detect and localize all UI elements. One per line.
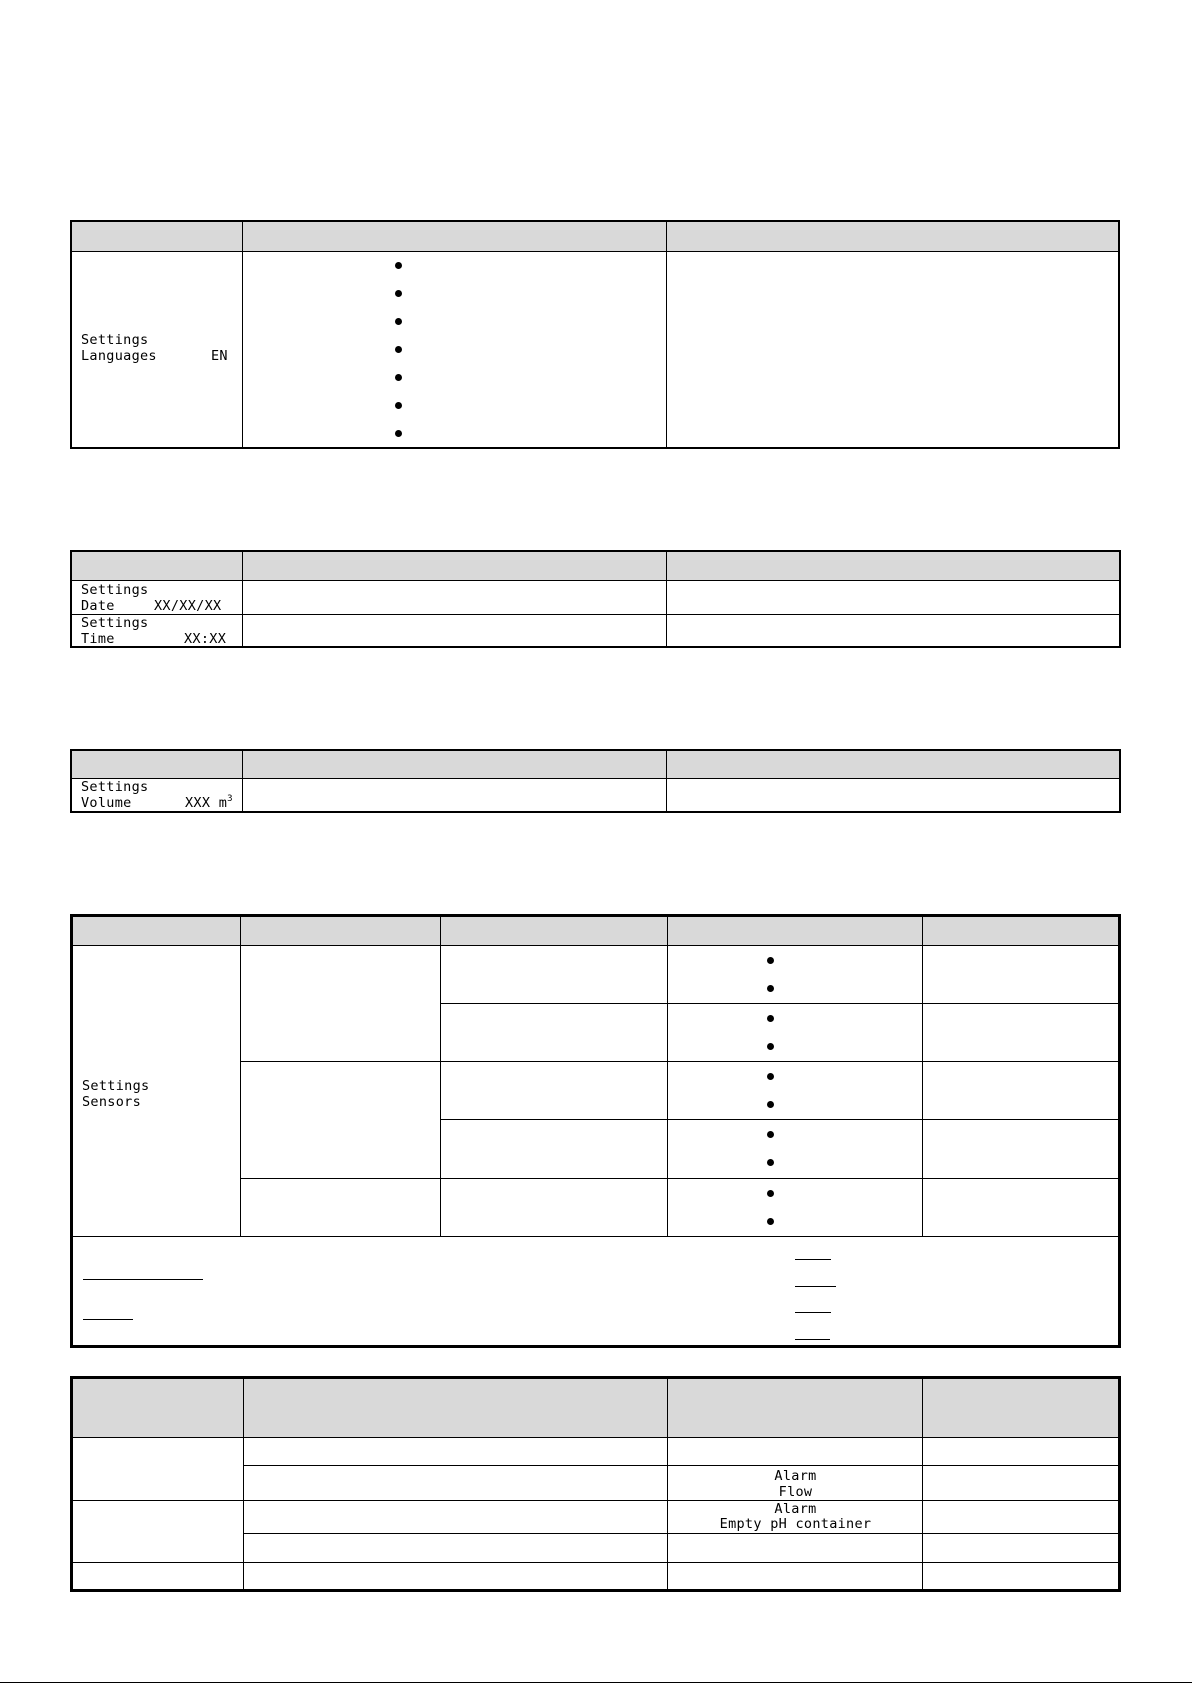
- display-cell: [72, 252, 243, 447]
- lcd-line-1: Settings: [81, 779, 149, 795]
- page-bottom-rule: [0, 1682, 1192, 1683]
- sensor-default-cell: [923, 946, 1118, 1004]
- bullet: [395, 318, 402, 325]
- alarms-table: [70, 1376, 1121, 1592]
- sensor-default-cell: [923, 1062, 1118, 1120]
- sensor-options-cell: [668, 1179, 923, 1237]
- lcd-line-1: Settings: [81, 332, 149, 348]
- alarm-description-cell: [244, 1438, 668, 1466]
- lcd-line-2-label: Date: [81, 598, 115, 614]
- header-cell: [923, 917, 1118, 946]
- date-options-cell: [243, 581, 667, 615]
- lcd-line-2-label: Time: [81, 631, 115, 647]
- languages-table: [70, 220, 1120, 449]
- lcd-line-1: Settings: [82, 1078, 150, 1094]
- alarm-group-cell: [73, 1438, 244, 1501]
- sensor-param-cell: [441, 1062, 668, 1120]
- alarm-description-cell: [244, 1501, 668, 1534]
- lcd-line-1: Alarm: [774, 1501, 817, 1517]
- lcd-line-2-label: Languages: [81, 348, 157, 364]
- volume-display-cell: [72, 779, 243, 811]
- sensor-param-cell: [441, 946, 668, 1004]
- lcd-line-2: Sensors: [82, 1094, 141, 1110]
- bullet: [767, 1159, 774, 1166]
- sensors-display-cell: [73, 946, 241, 1237]
- sensor-default-cell: [923, 1179, 1118, 1237]
- header-cell: [73, 917, 241, 946]
- header-cell: [244, 1379, 668, 1438]
- alarm-display-cell: [668, 1501, 923, 1534]
- bullet: [767, 1218, 774, 1225]
- header-cell: [73, 1379, 244, 1438]
- bullet: [395, 374, 402, 381]
- alarm-group-cell: [73, 1563, 244, 1589]
- sensor-param-cell: [441, 1179, 668, 1237]
- options-cell: [243, 252, 667, 447]
- alarm-action-cell: [923, 1438, 1118, 1466]
- lcd-line-2-value: [185, 795, 233, 811]
- lcd-line-1: Settings: [81, 582, 149, 598]
- bullet: [767, 1015, 774, 1022]
- bullet: [395, 402, 402, 409]
- underline-mark: [83, 1319, 133, 1320]
- date-description-cell: [667, 581, 1119, 615]
- header-cell: [667, 552, 1119, 581]
- description-cell: [667, 252, 1118, 447]
- lcd-line-2: Empty pH container: [719, 1516, 872, 1532]
- bullet: [767, 1131, 774, 1138]
- header-cell: [668, 1379, 923, 1438]
- header-cell: [72, 552, 243, 581]
- bullet: [395, 290, 402, 297]
- bullet: [767, 1043, 774, 1050]
- header-cell: [243, 222, 667, 252]
- bullet: [767, 1190, 774, 1197]
- sensors-table: [70, 914, 1121, 1348]
- header-cell: [241, 917, 441, 946]
- bullet: [395, 346, 402, 353]
- sensor-options-cell: [668, 1120, 923, 1179]
- sensor-options-cell: [668, 1004, 923, 1062]
- header-cell: [243, 552, 667, 581]
- sensors-footnote-cell: [73, 1237, 1118, 1345]
- header-cell: [668, 917, 923, 946]
- sensor-options-cell: [668, 946, 923, 1004]
- alarm-description-cell: [244, 1534, 668, 1563]
- bullet: [767, 985, 774, 992]
- header-cell: [667, 751, 1119, 779]
- sensor-param-cell: [441, 1120, 668, 1179]
- alarm-display-cell: [668, 1563, 923, 1589]
- bullet: [395, 430, 402, 437]
- underline-mark: [795, 1259, 831, 1260]
- alarm-action-cell: [923, 1534, 1118, 1563]
- volume-unit-superscript: 3: [227, 794, 233, 804]
- underline-mark: [795, 1339, 830, 1340]
- volume-table: [70, 749, 1121, 813]
- sensor-options-cell: [668, 1062, 923, 1120]
- sensor-group-cell: [241, 1179, 441, 1237]
- header-cell: [72, 222, 243, 252]
- sensor-default-cell: [923, 1004, 1118, 1062]
- lcd-line-1: Settings: [81, 615, 149, 631]
- header-cell: [441, 917, 668, 946]
- header-cell: [923, 1379, 1118, 1438]
- lcd-line-2: Flow: [778, 1484, 813, 1500]
- sensor-group-cell: [241, 1062, 441, 1179]
- bullet: [395, 262, 402, 269]
- time-description-cell: [667, 615, 1119, 646]
- time-options-cell: [243, 615, 667, 646]
- lcd-line-2-value: EN: [211, 348, 228, 364]
- sensor-group-cell: [241, 946, 441, 1062]
- volume-value: XXX m: [185, 795, 228, 811]
- alarm-description-cell: [244, 1466, 668, 1501]
- sensor-param-cell: [441, 1004, 668, 1062]
- underline-mark: [83, 1279, 203, 1280]
- bullet: [767, 1073, 774, 1080]
- time-display-cell: [72, 615, 243, 646]
- alarm-action-cell: [923, 1466, 1118, 1501]
- alarm-description-cell: [244, 1563, 668, 1589]
- header-cell: [667, 222, 1118, 252]
- alarm-display-cell: [668, 1534, 923, 1563]
- date-display-cell: [72, 581, 243, 615]
- bullet: [767, 957, 774, 964]
- header-cell: [72, 751, 243, 779]
- volume-description-cell: [667, 779, 1119, 811]
- header-cell: [243, 751, 667, 779]
- alarm-action-cell: [923, 1501, 1118, 1534]
- lcd-line-2-value: XX/XX/XX: [154, 598, 222, 614]
- underline-mark: [795, 1312, 831, 1313]
- alarm-action-cell: [923, 1563, 1118, 1589]
- lcd-line-1: Alarm: [774, 1468, 817, 1484]
- alarm-group-cell: [73, 1501, 244, 1563]
- lcd-line-2-label: Volume: [81, 795, 132, 811]
- lcd-line-2-value: XX:XX: [184, 631, 227, 647]
- sensor-default-cell: [923, 1120, 1118, 1179]
- volume-options-cell: [243, 779, 667, 811]
- underline-mark: [795, 1286, 836, 1287]
- datetime-table: [70, 550, 1121, 648]
- alarm-display-cell: [668, 1438, 923, 1466]
- bullet: [767, 1101, 774, 1108]
- alarm-display-cell: [668, 1466, 923, 1501]
